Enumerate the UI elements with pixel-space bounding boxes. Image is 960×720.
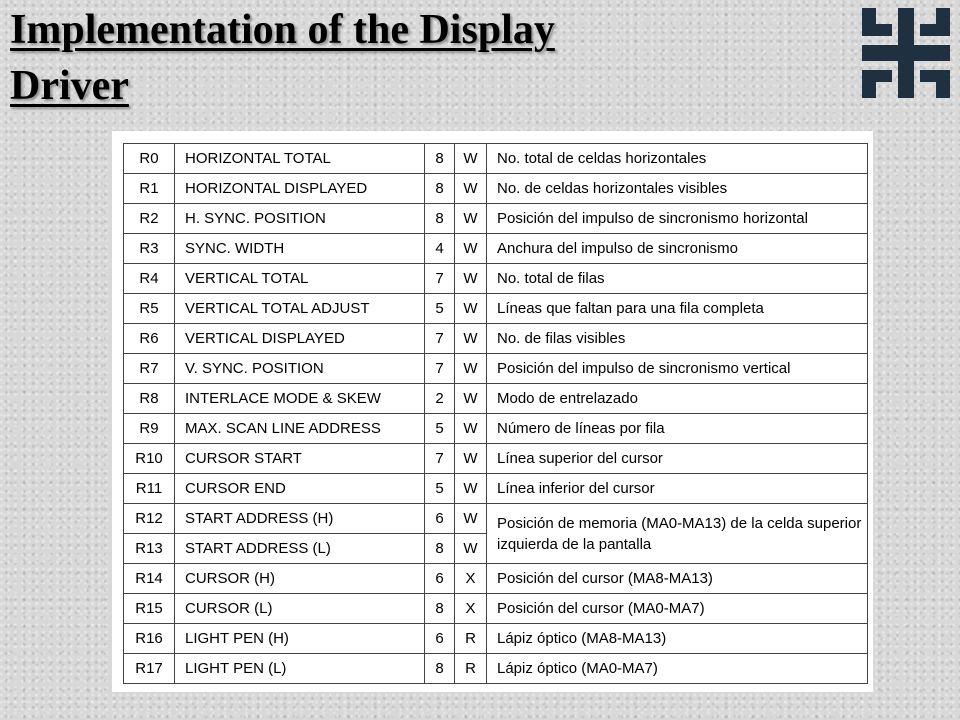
register-id-cell: R0	[124, 144, 175, 174]
register-description-cell: No. de filas visibles	[487, 324, 868, 354]
register-name-cell: V. SYNC. POSITION	[175, 354, 425, 384]
table-row	[124, 414, 868, 444]
register-access-cell: W	[455, 174, 487, 204]
register-bits-cell: 5	[425, 414, 455, 444]
register-description-cell: Lápiz óptico (MA8-MA13)	[487, 624, 868, 654]
register-id-cell: R9	[124, 414, 175, 444]
register-name-cell: SYNC. WIDTH	[175, 234, 425, 264]
table-row	[124, 324, 868, 354]
register-bits-cell: 7	[425, 324, 455, 354]
register-name-cell: CURSOR START	[175, 444, 425, 474]
register-bits-cell: 2	[425, 384, 455, 414]
utn-logo-icon	[862, 8, 950, 98]
register-id-cell: R6	[124, 324, 175, 354]
table-row	[124, 474, 868, 504]
register-bits-cell: 8	[425, 144, 455, 174]
register-description-cell: Modo de entrelazado	[487, 384, 868, 414]
register-access-cell: X	[455, 594, 487, 624]
register-access-cell: W	[455, 444, 487, 474]
register-bits-cell: 5	[425, 474, 455, 504]
table-row	[124, 234, 868, 264]
register-id-cell: R13	[124, 534, 175, 564]
register-access-cell: W	[455, 504, 487, 534]
register-name-cell: MAX. SCAN LINE ADDRESS	[175, 414, 425, 444]
slide-title-line-1: Implementation of the Display	[10, 7, 555, 53]
register-name-cell: HORIZONTAL TOTAL	[175, 144, 425, 174]
register-access-cell: W	[455, 234, 487, 264]
register-description-cell: Posición de memoria (MA0-MA13) de la celda superior izquierda de la pantalla	[487, 504, 868, 564]
register-description-cell: No. total de celdas horizontales	[487, 144, 868, 174]
register-access-cell: W	[455, 204, 487, 234]
register-name-cell: VERTICAL DISPLAYED	[175, 324, 425, 354]
register-access-cell: R	[455, 654, 487, 684]
register-id-cell: R17	[124, 654, 175, 684]
register-id-cell: R7	[124, 354, 175, 384]
register-description-cell: Posición del cursor (MA8-MA13)	[487, 564, 868, 594]
table-row	[124, 564, 868, 594]
register-description-cell: Lápiz óptico (MA0-MA7)	[487, 654, 868, 684]
slide-title-line-2: Driver	[10, 63, 129, 109]
register-name-cell: LIGHT PEN (L)	[175, 654, 425, 684]
table-row	[124, 204, 868, 234]
register-bits-cell: 7	[425, 264, 455, 294]
table-row	[124, 654, 868, 684]
register-name-cell: VERTICAL TOTAL	[175, 264, 425, 294]
register-bits-cell: 6	[425, 504, 455, 534]
register-access-cell: W	[455, 534, 487, 564]
register-id-cell: R16	[124, 624, 175, 654]
register-bits-cell: 8	[425, 174, 455, 204]
register-bits-cell: 6	[425, 624, 455, 654]
register-name-cell: LIGHT PEN (H)	[175, 624, 425, 654]
register-id-cell: R14	[124, 564, 175, 594]
register-bits-cell: 8	[425, 654, 455, 684]
table-row	[124, 504, 868, 534]
slide-title	[10, 2, 730, 114]
register-bits-cell: 8	[425, 534, 455, 564]
register-id-cell: R10	[124, 444, 175, 474]
register-description-cell: Posición del impulso de sincronismo horizontal	[487, 204, 868, 234]
register-table-panel	[112, 131, 873, 692]
register-name-cell: INTERLACE MODE & SKEW	[175, 384, 425, 414]
register-table	[123, 143, 868, 684]
register-description-cell: No. de celdas horizontales visibles	[487, 174, 868, 204]
register-id-cell: R5	[124, 294, 175, 324]
table-row	[124, 354, 868, 384]
register-id-cell: R3	[124, 234, 175, 264]
register-access-cell: W	[455, 294, 487, 324]
register-bits-cell: 7	[425, 444, 455, 474]
register-access-cell: X	[455, 564, 487, 594]
register-id-cell: R15	[124, 594, 175, 624]
register-bits-cell: 6	[425, 564, 455, 594]
register-id-cell: R1	[124, 174, 175, 204]
register-description-cell: Línea inferior del cursor	[487, 474, 868, 504]
register-access-cell: W	[455, 354, 487, 384]
table-row	[124, 384, 868, 414]
register-name-cell: VERTICAL TOTAL ADJUST	[175, 294, 425, 324]
register-description-cell: Línea superior del cursor	[487, 444, 868, 474]
table-row	[124, 594, 868, 624]
register-description-cell: Anchura del impulso de sincronismo	[487, 234, 868, 264]
table-row	[124, 264, 868, 294]
register-access-cell: W	[455, 414, 487, 444]
register-id-cell: R8	[124, 384, 175, 414]
table-row	[124, 144, 868, 174]
register-bits-cell: 7	[425, 354, 455, 384]
register-name-cell: CURSOR (L)	[175, 594, 425, 624]
register-bits-cell: 8	[425, 594, 455, 624]
register-access-cell: R	[455, 624, 487, 654]
register-id-cell: R4	[124, 264, 175, 294]
register-name-cell: START ADDRESS (H)	[175, 504, 425, 534]
register-description-cell: Posición del impulso de sincronismo vertical	[487, 354, 868, 384]
register-table-body	[124, 144, 868, 684]
register-bits-cell: 8	[425, 204, 455, 234]
register-id-cell: R11	[124, 474, 175, 504]
register-description-cell: Líneas que faltan para una fila completa	[487, 294, 868, 324]
register-name-cell: H. SYNC. POSITION	[175, 204, 425, 234]
table-row	[124, 174, 868, 204]
table-row	[124, 294, 868, 324]
register-access-cell: W	[455, 384, 487, 414]
register-description-cell: No. total de filas	[487, 264, 868, 294]
register-name-cell: START ADDRESS (L)	[175, 534, 425, 564]
table-row	[124, 624, 868, 654]
register-id-cell: R12	[124, 504, 175, 534]
register-description-cell: Posición del cursor (MA0-MA7)	[487, 594, 868, 624]
register-access-cell: W	[455, 324, 487, 354]
table-row	[124, 444, 868, 474]
register-description-cell: Número de líneas por fila	[487, 414, 868, 444]
register-id-cell: R2	[124, 204, 175, 234]
register-access-cell: W	[455, 474, 487, 504]
register-name-cell: CURSOR (H)	[175, 564, 425, 594]
register-bits-cell: 5	[425, 294, 455, 324]
register-access-cell: W	[455, 144, 487, 174]
register-name-cell: HORIZONTAL DISPLAYED	[175, 174, 425, 204]
register-bits-cell: 4	[425, 234, 455, 264]
register-name-cell: CURSOR END	[175, 474, 425, 504]
register-access-cell: W	[455, 264, 487, 294]
